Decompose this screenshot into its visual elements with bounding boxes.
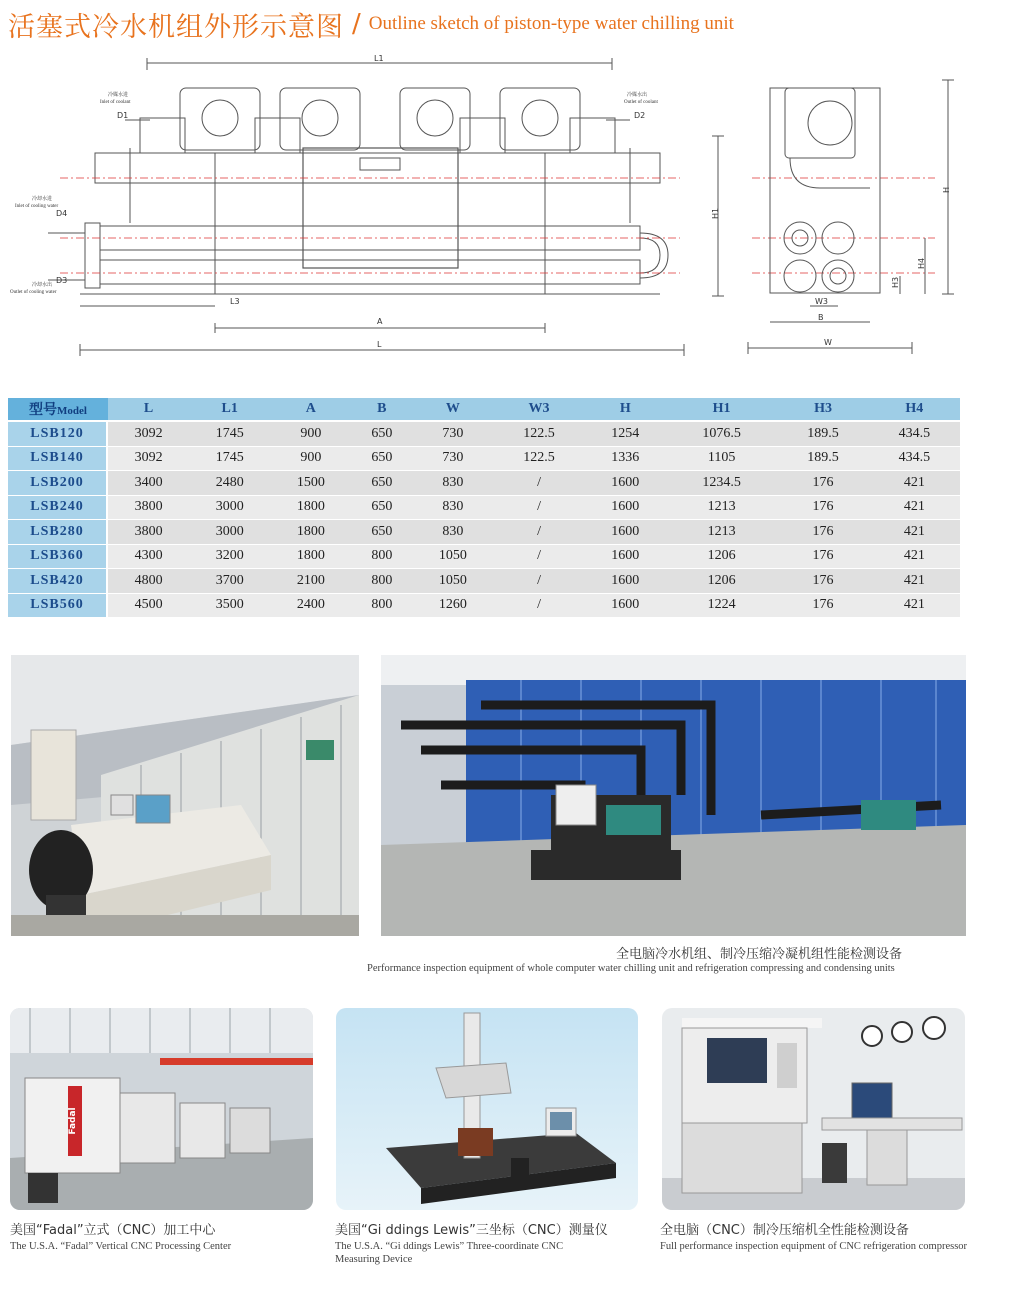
table-header-row [8, 398, 960, 422]
value-cell: 1600 [585, 594, 666, 619]
value-cell: 1206 [666, 545, 778, 570]
table-row [8, 569, 960, 594]
port-en-d1: Inlet of coolant [100, 100, 131, 105]
table-row [8, 471, 960, 496]
page-title [8, 4, 734, 44]
value-cell: 1336 [585, 447, 666, 472]
port-code-d4: D4 [56, 209, 68, 218]
port-en-d2: Outlet of coolant [624, 100, 658, 105]
port-cn-d3: 冷却水出 [32, 283, 53, 288]
photo-test-equipment [381, 655, 966, 936]
value-cell: 1600 [585, 471, 666, 496]
value-cell: 800 [351, 594, 412, 619]
outline-drawing-svg [0, 48, 1024, 358]
value-cell: 421 [869, 594, 960, 619]
value-cell: 650 [351, 447, 412, 472]
header-col: W3 [493, 398, 584, 422]
dim-label-l3: L3 [230, 297, 240, 306]
value-cell: 3000 [189, 520, 270, 545]
photo-giddings-lewis [336, 1008, 638, 1210]
table-row [8, 422, 960, 447]
value-cell: 1800 [270, 545, 351, 570]
value-cell: 1600 [585, 520, 666, 545]
value-cell: / [493, 520, 584, 545]
value-cell: 900 [270, 447, 351, 472]
value-cell: / [493, 594, 584, 619]
model-cell: LSB240 [8, 496, 108, 521]
title-english: Outline sketch of piston-type water chilling unit [368, 13, 734, 34]
value-cell: 1213 [666, 496, 778, 521]
caption-giddings-cn: 美国“Gi ddings Lewis”三坐标（CNC）测量仪 [335, 1223, 608, 1238]
photo-compressor-test [662, 1008, 965, 1210]
caption-fadal-cn: 美国“Fadal”立式（CNC）加工中心 [10, 1223, 216, 1238]
value-cell: 3500 [189, 594, 270, 619]
model-cell: LSB420 [8, 569, 108, 594]
value-cell: 3000 [189, 496, 270, 521]
value-cell: 176 [777, 520, 868, 545]
value-cell: 650 [351, 520, 412, 545]
value-cell: / [493, 471, 584, 496]
header-col: L [108, 398, 189, 422]
value-cell: 1105 [666, 447, 778, 472]
value-cell: 4300 [108, 545, 189, 570]
value-cell: 176 [777, 471, 868, 496]
value-cell: 2100 [270, 569, 351, 594]
value-cell: 830 [412, 520, 493, 545]
dim-label-l1: L1 [374, 54, 384, 63]
value-cell: 176 [777, 594, 868, 619]
header-model-en: Model [57, 405, 87, 417]
outline-drawing [0, 48, 1024, 358]
value-cell: 3092 [108, 422, 189, 447]
model-cell: LSB360 [8, 545, 108, 570]
header-model-cn: 型号 [29, 402, 58, 418]
dim-label-h1: H1 [711, 207, 720, 219]
value-cell: 730 [412, 447, 493, 472]
value-cell: 650 [351, 496, 412, 521]
value-cell: 3800 [108, 496, 189, 521]
header-model [8, 398, 108, 422]
caption-giddings-en-line1: The U.S.A. “Gi ddings Lewis” Three-coordinate CNC [335, 1241, 564, 1252]
value-cell: 1050 [412, 545, 493, 570]
value-cell: 830 [412, 496, 493, 521]
value-cell: 434.5 [869, 422, 960, 447]
value-cell: 3400 [108, 471, 189, 496]
dim-label-l: L [377, 340, 382, 349]
model-cell: LSB120 [8, 422, 108, 447]
header-col: H1 [666, 398, 778, 422]
value-cell: 1800 [270, 520, 351, 545]
caption-fadal-en: The U.S.A. “Fadal” Vertical CNC Processing Center [10, 1241, 232, 1252]
photo-fadal-cnc [10, 1008, 313, 1210]
table-row [8, 594, 960, 619]
value-cell: 122.5 [493, 447, 584, 472]
port-cn-d2: 冷媒水出 [627, 93, 648, 98]
value-cell: 730 [412, 422, 493, 447]
value-cell: 1234.5 [666, 471, 778, 496]
dim-label-b: B [818, 313, 824, 322]
caption-compressor-en: Full performance inspection equipment of CNC refrigeration compressor [660, 1241, 968, 1252]
port-en-d3: Outlet of cooling water [10, 290, 57, 295]
port-cn-d4: 冷却水进 [32, 197, 53, 202]
model-cell: LSB280 [8, 520, 108, 545]
value-cell: 3800 [108, 520, 189, 545]
value-cell: 421 [869, 471, 960, 496]
value-cell: 1206 [666, 569, 778, 594]
value-cell: 421 [869, 496, 960, 521]
value-cell: 3200 [189, 545, 270, 570]
caption-compressor-cn: 全电脑（CNC）制冷压缩机全性能检测设备 [660, 1223, 909, 1238]
value-cell: 189.5 [777, 422, 868, 447]
value-cell: 4800 [108, 569, 189, 594]
value-cell: 176 [777, 496, 868, 521]
value-cell: 1800 [270, 496, 351, 521]
dim-label-h4: H4 [917, 257, 926, 269]
title-chinese: 活塞式冷水机组外形示意图 [8, 11, 344, 43]
caption-test-equipment-en: Performance inspection equipment of whole computer water chilling unit and refrigeration compressing and condensing units [367, 963, 895, 974]
value-cell: / [493, 545, 584, 570]
header-col: B [351, 398, 412, 422]
value-cell: 2400 [270, 594, 351, 619]
value-cell: 3092 [108, 447, 189, 472]
caption-test-equipment-cn: 全电脑冷水机组、制冷压缩冷凝机组性能检测设备 [616, 947, 903, 962]
value-cell: 1600 [585, 569, 666, 594]
model-cell: LSB560 [8, 594, 108, 619]
table-body [8, 422, 960, 618]
photo-control-room [11, 655, 359, 936]
value-cell: 189.5 [777, 447, 868, 472]
value-cell: 176 [777, 569, 868, 594]
title-separator: / [352, 9, 361, 39]
value-cell: 1500 [270, 471, 351, 496]
value-cell: / [493, 569, 584, 594]
header-col: H [585, 398, 666, 422]
value-cell: 900 [270, 422, 351, 447]
table-row [8, 496, 960, 521]
value-cell: 650 [351, 422, 412, 447]
table-row [8, 447, 960, 472]
value-cell: 4500 [108, 594, 189, 619]
dim-label-w3: W3 [815, 297, 828, 306]
value-cell: 434.5 [869, 447, 960, 472]
value-cell: 1600 [585, 496, 666, 521]
spec-table [8, 398, 960, 618]
header-col: H4 [869, 398, 960, 422]
model-cell: LSB140 [8, 447, 108, 472]
caption-giddings-en-line2: Measuring Device [335, 1254, 413, 1265]
dim-label-a: A [377, 317, 383, 326]
header-col: A [270, 398, 351, 422]
value-cell: 1213 [666, 520, 778, 545]
value-cell: 421 [869, 520, 960, 545]
port-cn-d1: 冷媒水进 [108, 93, 129, 98]
header-col: L1 [189, 398, 270, 422]
value-cell: 1600 [585, 545, 666, 570]
model-cell: LSB200 [8, 471, 108, 496]
value-cell: 1260 [412, 594, 493, 619]
dim-label-w: W [824, 338, 832, 347]
value-cell: 122.5 [493, 422, 584, 447]
value-cell: 1745 [189, 422, 270, 447]
value-cell: 421 [869, 569, 960, 594]
value-cell: 176 [777, 545, 868, 570]
header-col: W [412, 398, 493, 422]
fadal-brand-text: Fadal [68, 1107, 78, 1135]
port-code-d2: D2 [634, 111, 646, 120]
dim-label-h3: H3 [891, 276, 900, 288]
table-row [8, 520, 960, 545]
value-cell: 1076.5 [666, 422, 778, 447]
table-row [8, 545, 960, 570]
value-cell: 1050 [412, 569, 493, 594]
value-cell: 1254 [585, 422, 666, 447]
value-cell: 800 [351, 569, 412, 594]
port-code-d1: D1 [117, 111, 129, 120]
value-cell: 830 [412, 471, 493, 496]
value-cell: 2480 [189, 471, 270, 496]
port-code-d3: D3 [56, 276, 68, 285]
value-cell: 650 [351, 471, 412, 496]
value-cell: / [493, 496, 584, 521]
value-cell: 1745 [189, 447, 270, 472]
port-en-d4: Inlet of cooling water [15, 204, 59, 209]
value-cell: 1224 [666, 594, 778, 619]
value-cell: 3700 [189, 569, 270, 594]
header-col: H3 [777, 398, 868, 422]
dim-label-h: H [942, 186, 951, 193]
value-cell: 421 [869, 545, 960, 570]
value-cell: 800 [351, 545, 412, 570]
